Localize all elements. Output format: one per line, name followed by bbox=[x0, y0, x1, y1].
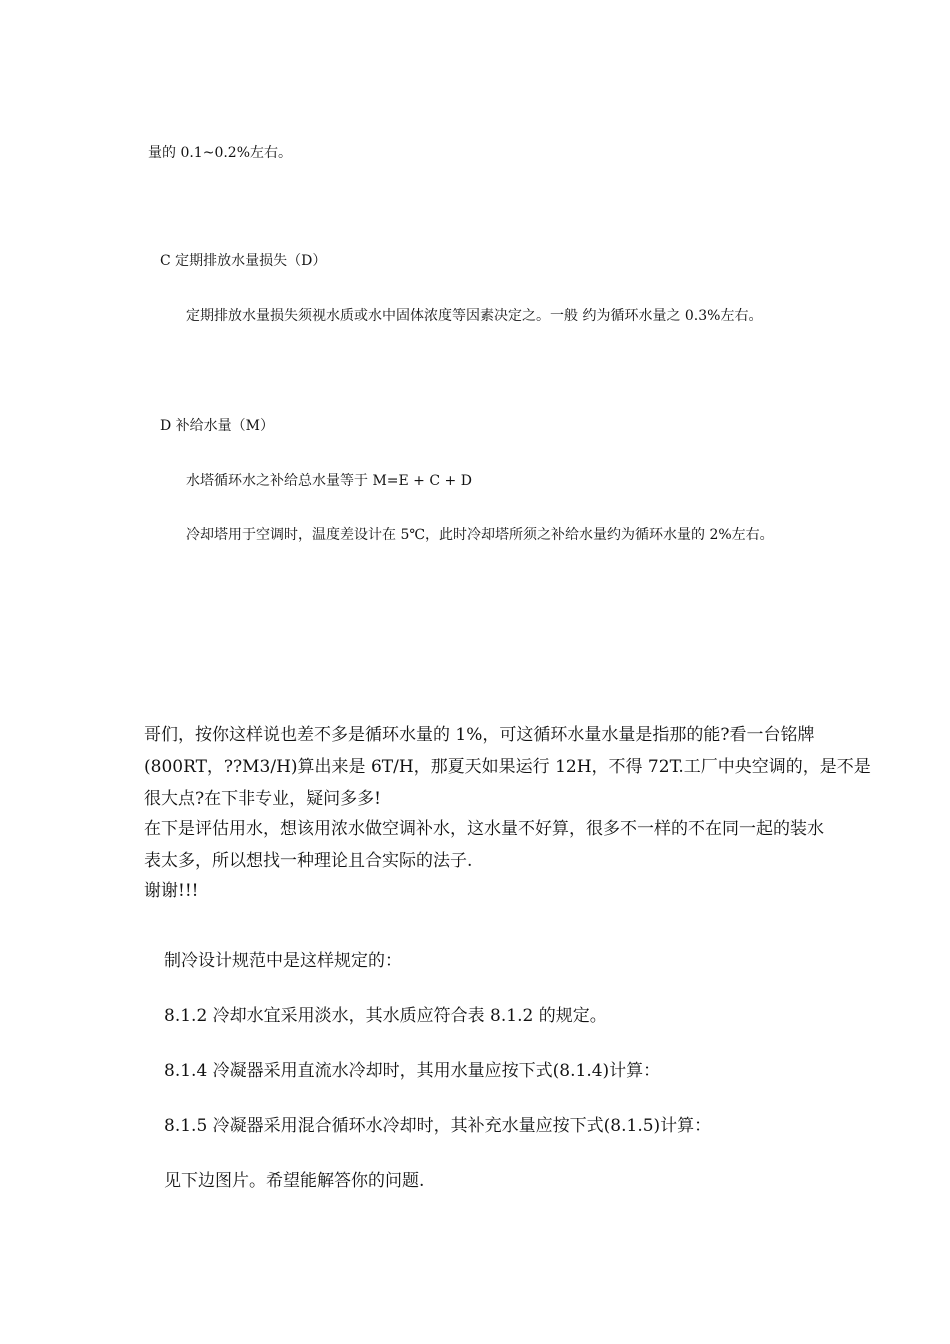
section-d-heading: D 补给水量（M） bbox=[160, 418, 275, 434]
question-line-6: 谢谢!!! bbox=[144, 881, 199, 901]
section-d-note: 冷却塔用于空调时，温度差设计在 5℃，此时冷却塔所须之补给水量约为循环水量的 2%左右。 bbox=[186, 527, 774, 543]
answer-item-8-1-5: 8.1.5 冷凝器采用混合循环水冷却时，其补充水量应按下式(8.1.5)计算： bbox=[164, 1116, 712, 1136]
section-c-body: 定期排放水量损失须视水质或水中固体浓度等因素决定之。一般 约为循环水量之 0.3%左右。 bbox=[186, 308, 763, 324]
question-line-5: 表太多，所以想找一种理论且合实际的法子. bbox=[144, 851, 473, 871]
question-line-2: (800RT，??M3/H)算出来是 6T/H，那夏天如果运行 12H，不得 72T.工厂中央空调的，是不是 bbox=[144, 757, 871, 777]
question-line-1: 哥们，按你这样说也差不多是循环水量的 1%，可这循环水量水量是指那的能?看一台铭牌 bbox=[144, 725, 815, 745]
answer-closing: 见下边图片。希望能解答你的问题. bbox=[164, 1171, 425, 1191]
answer-item-8-1-2: 8.1.2 冷却水宜采用淡水，其水质应符合表 8.1.2 的规定。 bbox=[164, 1006, 607, 1026]
question-line-3: 很大点?在下非专业，疑问多多! bbox=[144, 789, 381, 809]
section-d-formula: 水塔循环水之补给总水量等于 M=E + C + D bbox=[186, 473, 472, 489]
section-b-tail-text: 量的 0.1~0.2%左右。 bbox=[148, 145, 293, 161]
answer-intro: 制冷设计规范中是这样规定的： bbox=[164, 951, 402, 971]
question-line-4: 在下是评估用水，想该用浓水做空调补水，这水量不好算，很多不一样的不在同一起的装水 bbox=[144, 819, 824, 839]
answer-item-8-1-4: 8.1.4 冷凝器采用直流水冷却时，其用水量应按下式(8.1.4)计算： bbox=[164, 1061, 661, 1081]
section-c-heading: C 定期排放水量损失（D） bbox=[160, 253, 327, 269]
